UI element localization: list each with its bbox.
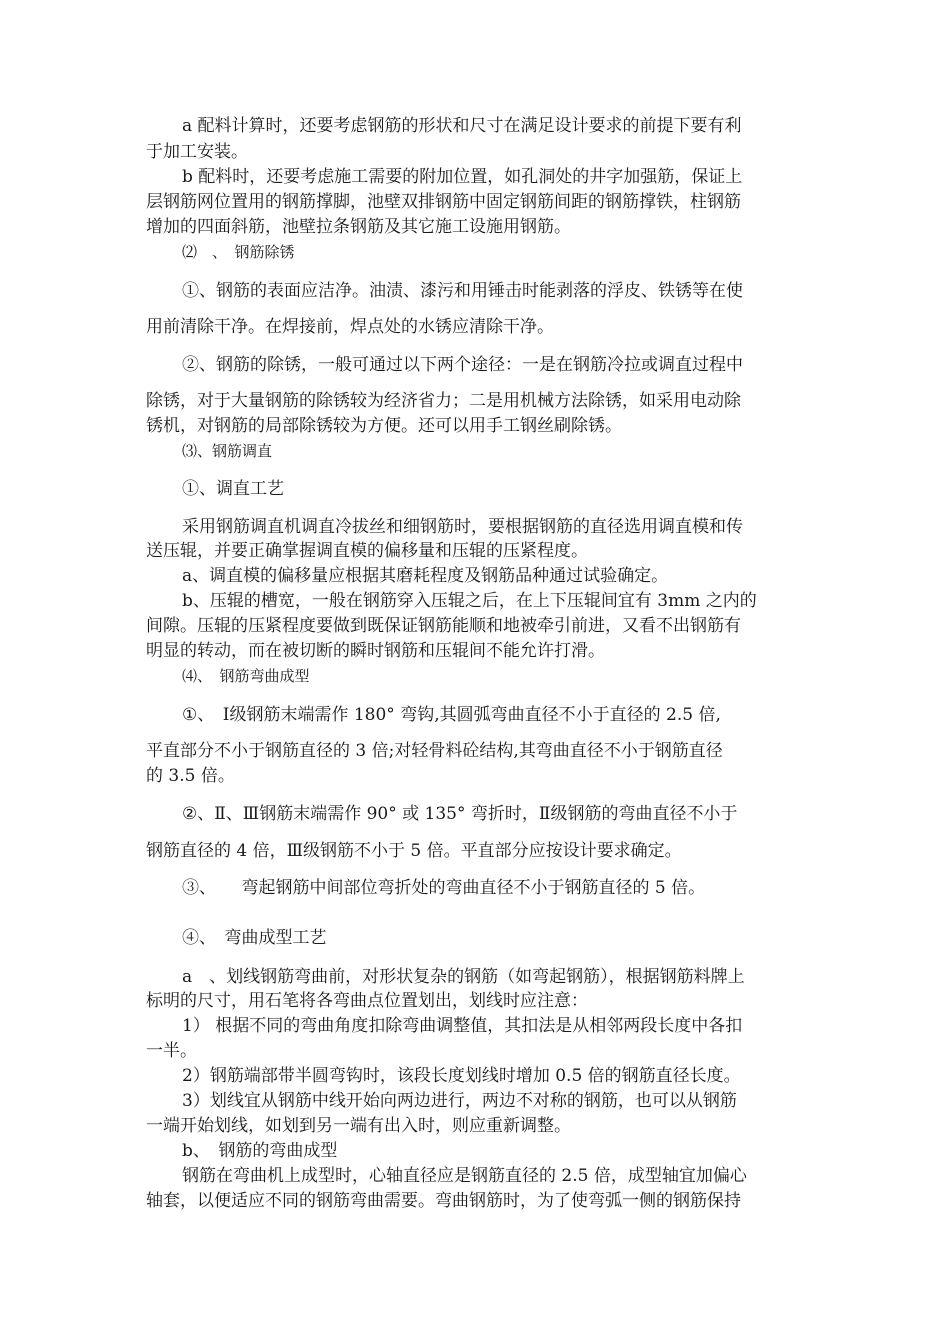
paragraph-line: 锈机，对钢筋的局部除锈较为方便。还可以用手工钢丝刷除锈。 xyxy=(146,416,622,436)
paragraph-line: 3）划线宜从钢筋中线开始向两边进行，两边不对称的钢筋，也可以从钢筋 xyxy=(182,1091,737,1111)
paragraph-line: 钢筋直径的 4 倍，Ⅲ级钢筋不小于 5 倍。平直部分应按设计要求确定。 xyxy=(146,841,682,861)
paragraph-line: ②、钢筋的除锈，一般可通过以下两个途径：一是在钢筋冷拉或调直过程中 xyxy=(182,355,743,375)
paragraph-line: a、调直模的偏移量应根据其磨耗程度及钢筋品种通过试验确定。 xyxy=(182,566,669,586)
paragraph-line: 钢筋在弯曲机上成型时，心轴直径应是钢筋直径的 2.5 倍，成型轴宜加偏心 xyxy=(182,1166,747,1186)
paragraph-line: 间隙。压辊的压紧程度要做到既保证钢筋能顺和地被牵引前进，又看不出钢筋有 xyxy=(146,616,741,636)
paragraph-line: 用前清除干净。在焊接前，焊点处的水锈应清除干净。 xyxy=(146,317,554,337)
section-heading: ⑶、钢筋调直 xyxy=(182,442,273,460)
paragraph-line: 1） 根据不同的弯曲角度扣除弯曲调整值，其扣法是从相邻两段长度中各扣 xyxy=(182,1016,743,1036)
paragraph-line: ②、Ⅱ、Ⅲ钢筋末端需作 90° 或 135° 弯折时，Ⅱ级钢筋的弯曲直径不小于 xyxy=(182,804,738,824)
paragraph-line: 标明的尺寸，用石笔将各弯曲点位置划出，划线时应注意： xyxy=(146,991,588,1011)
sub-heading: b、 钢筋的弯曲成型 xyxy=(182,1141,338,1161)
sub-heading: ①、调直工艺 xyxy=(182,479,284,499)
paragraph-line: a 、划线钢筋弯曲前，对形状复杂的钢筋（如弯起钢筋），根据钢筋料牌上 xyxy=(182,967,745,987)
paragraph-line: b 配料时，还要考虑施工需要的附加位置，如孔洞处的井字加强筋，保证上 xyxy=(182,167,743,187)
paragraph-line: 送压辊，并要正确掌握调直模的偏移量和压辊的压紧程度。 xyxy=(146,541,588,561)
paragraph-line: 一端开始划线，如划到另一端有出入时，则应重新调整。 xyxy=(146,1116,571,1136)
paragraph-line: 增加的四面斜筋，池壁拉条钢筋及其它施工设施用钢筋。 xyxy=(146,217,571,237)
paragraph-line: 平直部分不小于钢筋直径的 3 倍;对轻骨料砼结构,其弯曲直径不小于钢筋直径 xyxy=(146,741,723,761)
section-heading: ⑵ 、 钢筋除锈 xyxy=(182,243,295,261)
sub-heading: ④、 弯曲成型工艺 xyxy=(182,928,327,948)
paragraph-line: 采用钢筋调直机调直冷拔丝和细钢筋时，要根据钢筋的直径选用调直模和传 xyxy=(182,517,743,537)
paragraph-line: b、压辊的槽宽，一般在钢筋穿入压辊之后，在上下压辊间宜有 3mm 之内的 xyxy=(182,591,757,611)
paragraph-line: 层钢筋网位置用的钢筋撑脚，池壁双排钢筋中固定钢筋间距的钢筋撑铁，柱钢筋 xyxy=(146,192,741,212)
paragraph-line: ③、 弯起钢筋中间部位弯折处的弯曲直径不小于钢筋直径的 5 倍。 xyxy=(182,878,706,898)
paragraph-line: a 配料计算时，还要考虑钢筋的形状和尺寸在满足设计要求的前提下要有利 xyxy=(182,116,742,136)
paragraph-line: 2）钢筋端部带半圆弯钩时，该段长度划线时增加 0.5 倍的钢筋直径长度。 xyxy=(182,1066,741,1086)
paragraph-line: ①、 Ⅰ级钢筋末端需作 180° 弯钩,其圆弧弯曲直径不小于直径的 2.5 倍, xyxy=(182,705,721,725)
paragraph-line: 除锈，对于大量钢筋的除锈较为经济省力；二是用机械方法除锈，如采用电动除 xyxy=(146,391,741,411)
paragraph-line: 明显的转动，而在被切断的瞬时钢筋和压辊间不能允许打滑。 xyxy=(146,641,605,661)
paragraph-line: 一半。 xyxy=(146,1041,197,1061)
paragraph-line: ①、钢筋的表面应洁净。油渍、漆污和用锤击时能剥落的浮皮、铁锈等在使 xyxy=(182,281,743,301)
section-heading: ⑷、 钢筋弯曲成型 xyxy=(182,667,310,685)
paragraph-line: 的 3.5 倍。 xyxy=(146,766,235,786)
paragraph-line: 轴套，以便适应不同的钢筋弯曲需要。弯曲钢筋时，为了使弯弧一侧的钢筋保持 xyxy=(146,1191,741,1211)
paragraph-line: 于加工安装。 xyxy=(146,142,248,162)
